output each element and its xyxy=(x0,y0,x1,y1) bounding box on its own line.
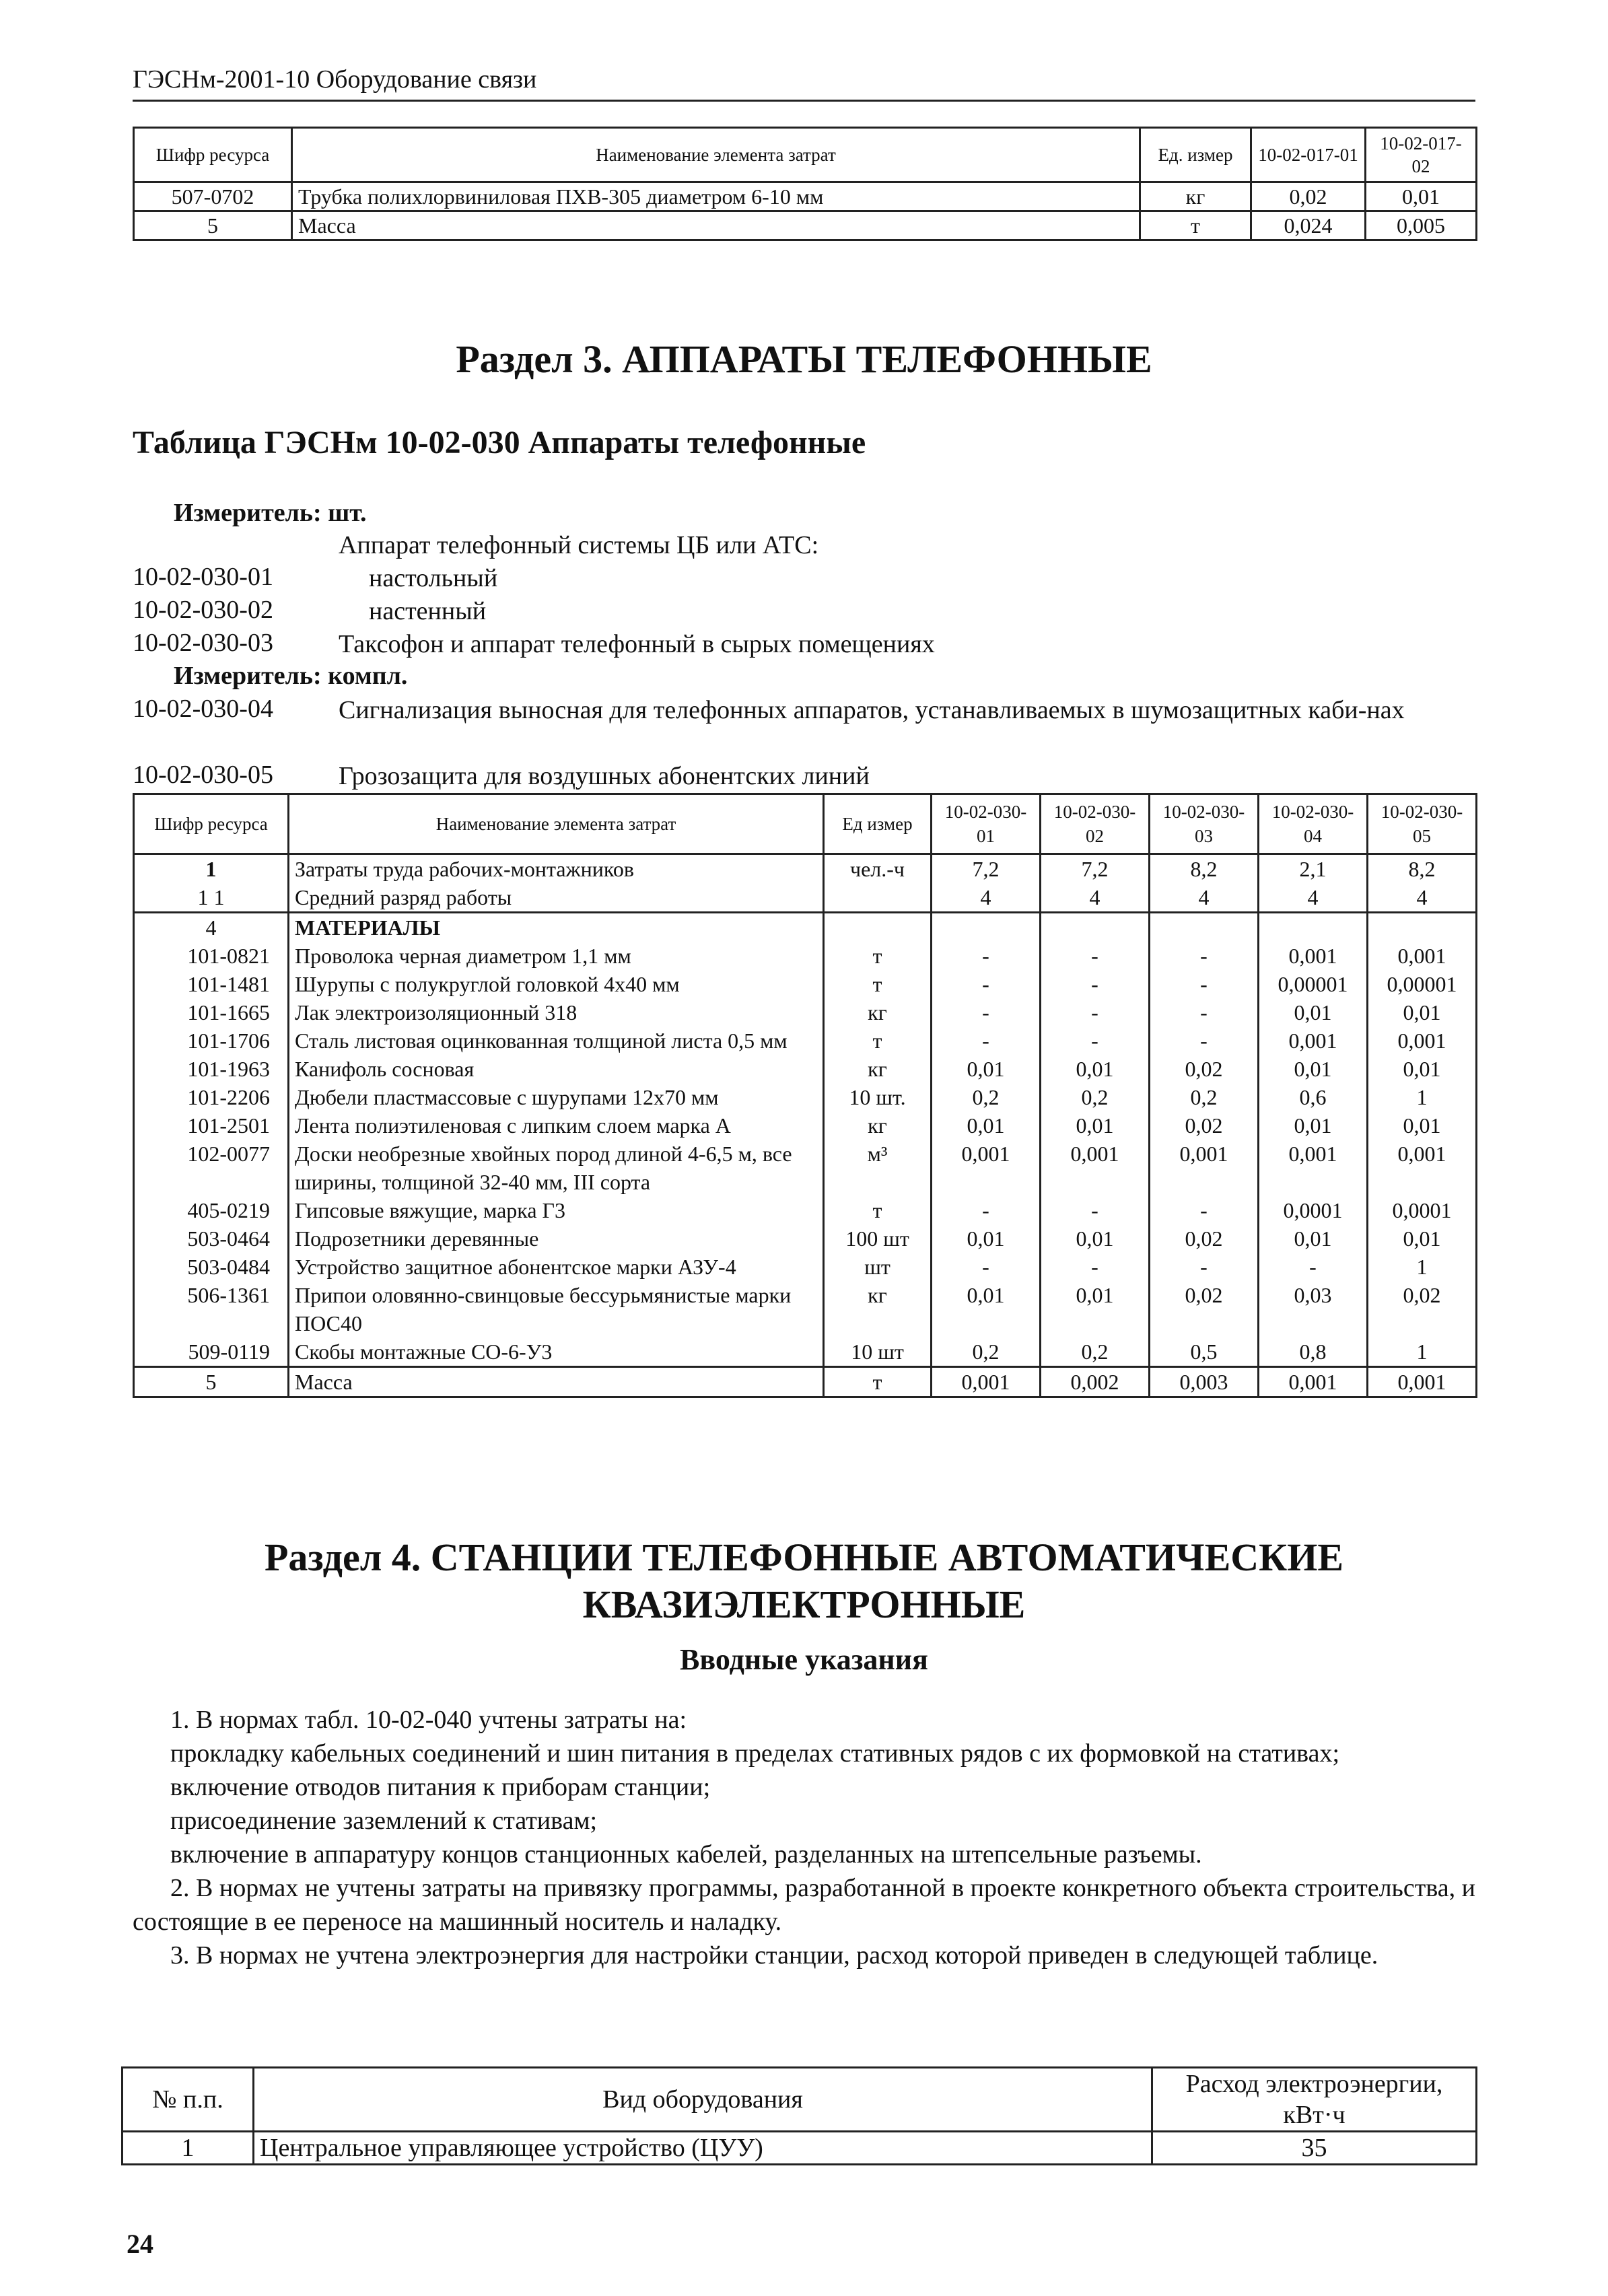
cell: Доски необрезные хвойных пород длиной 4-6,5 м, все ширины, толщиной 32-40 мм, III сорта xyxy=(289,1140,824,1196)
cell: 0,01 xyxy=(1368,1111,1477,1140)
page-number: 24 xyxy=(127,2229,153,2259)
cell: Центральное управляющее устройство (ЦУУ) xyxy=(254,2132,1152,2165)
cell: 0,01 xyxy=(932,1224,1041,1253)
item-code: 10-02-030-02 xyxy=(133,596,273,624)
table-row xyxy=(134,970,1477,998)
cell: 8,2 xyxy=(1368,854,1477,884)
cell: 1 xyxy=(123,2132,254,2165)
cell: 0,00001 xyxy=(1259,970,1368,998)
paragraph: 1. В нормах табл. 10-02-040 учтены затраты на: xyxy=(170,1706,687,1734)
cell: 0,02 xyxy=(1150,1111,1259,1140)
cell: - xyxy=(932,942,1041,970)
cell: - xyxy=(932,1196,1041,1224)
cell xyxy=(1368,913,1477,942)
item-text: Грозозащита для воздушных абонентских линий xyxy=(339,762,870,790)
cell: Подрозетники деревянные xyxy=(289,1224,824,1253)
cell: 0,8 xyxy=(1259,1337,1368,1367)
cell: 0,01 xyxy=(1366,182,1477,211)
header-cell: Шифр ресурса xyxy=(134,794,289,854)
cell: 503-0484 xyxy=(134,1253,289,1281)
header-cell: 10-02-030-02 xyxy=(1041,794,1150,854)
cell: 10 шт xyxy=(824,1337,932,1367)
table-row xyxy=(123,2132,1477,2165)
table-row xyxy=(134,1027,1477,1055)
cell: 0,2 xyxy=(1041,1337,1150,1367)
cell: 405-0219 xyxy=(134,1196,289,1224)
cell: Гипсовые вяжущие, марка Г3 xyxy=(289,1196,824,1224)
cell: - xyxy=(1150,1253,1259,1281)
cell: т xyxy=(824,970,932,998)
intro-text xyxy=(133,1703,1475,1972)
cell: 509-0119 xyxy=(134,1337,289,1367)
paragraph: присоединение заземлений к стативам; xyxy=(170,1807,598,1835)
table-row xyxy=(134,1111,1477,1140)
header-cell: Расход электроэнергии, кВт·ч xyxy=(1152,2068,1477,2132)
cell: 101-1706 xyxy=(134,1027,289,1055)
cell: 506-1361 xyxy=(134,1281,289,1337)
cell: Устройство защитное абонентское марки АЗУ-4 xyxy=(289,1253,824,1281)
cell: 0,02 xyxy=(1251,182,1366,211)
cell: 0,001 xyxy=(1259,942,1368,970)
cell: 100 шт xyxy=(824,1224,932,1253)
cell: 0,01 xyxy=(932,1111,1041,1140)
cell xyxy=(1150,913,1259,942)
group-caption: Аппарат телефонный системы ЦБ или АТС: xyxy=(339,531,819,559)
section3-table-title: Таблица ГЭСНм 10-02-030 Аппараты телефонные xyxy=(133,425,866,460)
item-text: Сигнализация выносная для телефонных аппаратов, устанавливаемых в шумозащитных каби-нах xyxy=(339,696,1405,724)
cell: 8,2 xyxy=(1150,854,1259,884)
cell: Лента полиэтиленовая с липким слоем марка А xyxy=(289,1111,824,1140)
table-row xyxy=(134,182,1477,211)
cell: т xyxy=(824,1367,932,1397)
energy-table xyxy=(121,2066,1477,2165)
cell: 0,01 xyxy=(1368,1224,1477,1253)
cell: 4 xyxy=(1259,883,1368,913)
header-cell: 10-02-030-01 xyxy=(932,794,1041,854)
cell: Сталь листовая оцинкованная толщиной листа 0,5 мм xyxy=(289,1027,824,1055)
running-header: ГЭСНм-2001-10 Оборудование связи xyxy=(133,65,537,94)
cell: - xyxy=(1041,942,1150,970)
table-row xyxy=(134,1140,1477,1196)
cell: 0,005 xyxy=(1366,211,1477,240)
cell: - xyxy=(1150,970,1259,998)
cell: Проволока черная диаметром 1,1 мм xyxy=(289,942,824,970)
cell: 101-1481 xyxy=(134,970,289,998)
header-cell: 10-02-030-04 xyxy=(1259,794,1368,854)
cell: Масса xyxy=(292,211,1140,240)
cell: 0,03 xyxy=(1259,1281,1368,1337)
cell: шт xyxy=(824,1253,932,1281)
cell: - xyxy=(932,1253,1041,1281)
cell: чел.-ч xyxy=(824,854,932,884)
resource-table xyxy=(133,793,1477,1398)
cell: т xyxy=(824,1196,932,1224)
item-text: настенный xyxy=(369,597,487,625)
cell: 4 xyxy=(1368,883,1477,913)
paragraph: 2. В нормах не учтены затраты на привязку программы, разработанной в проекте конкретного объекта строительства, и состоящие в ее переносе на машинный носитель и наладку. xyxy=(133,1874,1475,1936)
table-row xyxy=(134,1253,1477,1281)
cell: Средний разряд работы xyxy=(289,883,824,913)
table-row xyxy=(134,913,1477,942)
table-row xyxy=(134,998,1477,1027)
cell: 0,01 xyxy=(1041,1281,1150,1337)
cell: 503-0464 xyxy=(134,1224,289,1253)
cell: 5 xyxy=(134,1367,289,1397)
header-cell: Ед. измер xyxy=(1140,128,1251,182)
cell: 0,001 xyxy=(1368,1367,1477,1397)
cell: 0,0001 xyxy=(1368,1196,1477,1224)
cell: 0,6 xyxy=(1259,1083,1368,1111)
cell: 0,02 xyxy=(1368,1281,1477,1337)
cell: 0,01 xyxy=(1259,998,1368,1027)
cell: 0,001 xyxy=(1259,1367,1368,1397)
cell: Канифоль сосновая xyxy=(289,1055,824,1083)
cell: 1 1 xyxy=(134,883,289,913)
cell: Шурупы с полукруглой головкой 4х40 мм xyxy=(289,970,824,998)
cell: 5 xyxy=(134,211,292,240)
cell: 0,001 xyxy=(932,1367,1041,1397)
cell: 1 xyxy=(1368,1083,1477,1111)
cell: Трубка полихлорвиниловая ПХВ-305 диаметром 6-10 мм xyxy=(292,182,1140,211)
cell: 0,01 xyxy=(1259,1111,1368,1140)
section4-subtitle: Вводные указания xyxy=(680,1643,928,1676)
cell: - xyxy=(1150,942,1259,970)
cell: - xyxy=(1150,998,1259,1027)
cell: 101-1963 xyxy=(134,1055,289,1083)
cell: 0,001 xyxy=(1259,1140,1368,1196)
header-rule xyxy=(133,100,1475,102)
cell: кг xyxy=(1140,182,1251,211)
header-cell: Вид оборудования xyxy=(254,2068,1152,2132)
cell: МАТЕРИАЛЫ xyxy=(289,913,824,942)
cell: Скобы монтажные СО-6-У3 xyxy=(289,1337,824,1367)
cell: 0,00001 xyxy=(1368,970,1477,998)
cell: - xyxy=(1150,1196,1259,1224)
cell: - xyxy=(1150,1027,1259,1055)
header-cell: Наименование элемента затрат xyxy=(289,794,824,854)
section4-title-line2: КВАЗИЭЛЕКТРОННЫЕ xyxy=(582,1582,1026,1626)
cell: 0,5 xyxy=(1150,1337,1259,1367)
cell: 0,01 xyxy=(1259,1224,1368,1253)
header-cell: 10-02-030-03 xyxy=(1150,794,1259,854)
cell: - xyxy=(1041,1196,1150,1224)
cell: 4 xyxy=(134,913,289,942)
cell: 4 xyxy=(1041,883,1150,913)
cell: 10 шт. xyxy=(824,1083,932,1111)
cell: Лак электроизоляционный 318 xyxy=(289,998,824,1027)
cell: 0,001 xyxy=(932,1140,1041,1196)
table-row xyxy=(134,942,1477,970)
cell: Дюбели пластмассовые с шурупами 12х70 мм xyxy=(289,1083,824,1111)
cell: 35 xyxy=(1152,2132,1477,2165)
cell: 0,01 xyxy=(1368,998,1477,1027)
item-text: Таксофон и аппарат телефонный в сырых помещениях xyxy=(339,630,935,658)
cell: 101-2501 xyxy=(134,1111,289,1140)
cell: т xyxy=(1140,211,1251,240)
paragraph: включение отводов питания к приборам станции; xyxy=(170,1773,711,1801)
cell: т xyxy=(824,942,932,970)
cell: 4 xyxy=(932,883,1041,913)
cell: 0,02 xyxy=(1150,1281,1259,1337)
cell: 1 xyxy=(1368,1253,1477,1281)
cell: - xyxy=(1041,1253,1150,1281)
cell xyxy=(824,883,932,913)
cell: 0,001 xyxy=(1150,1140,1259,1196)
paragraph: 3. В нормах не учтена электроэнергия для настройки станции, расход которой приведен в следующей таблице. xyxy=(170,1941,1378,1970)
header-cell: 10-02-017-02 xyxy=(1366,128,1477,182)
cell: 0,001 xyxy=(1041,1140,1150,1196)
table-row xyxy=(134,1196,1477,1224)
cell: 0,01 xyxy=(1368,1055,1477,1083)
cell: Масса xyxy=(289,1367,824,1397)
item-text: настольный xyxy=(369,564,498,592)
cell: 0,02 xyxy=(1150,1055,1259,1083)
cell: 0,01 xyxy=(1041,1055,1150,1083)
cell: 0,01 xyxy=(1041,1111,1150,1140)
meter-label-1: Измеритель: шт. xyxy=(174,499,367,527)
top-resource-table xyxy=(133,127,1477,241)
table-row xyxy=(134,1337,1477,1367)
cell xyxy=(932,913,1041,942)
table-row xyxy=(134,854,1477,884)
cell: 0,2 xyxy=(1041,1083,1150,1111)
cell: 0,01 xyxy=(932,1055,1041,1083)
header-cell: Шифр ресурса xyxy=(134,128,292,182)
meter-label-2: Измеритель: компл. xyxy=(174,662,408,690)
cell: 507-0702 xyxy=(134,182,292,211)
item-code: 10-02-030-05 xyxy=(133,761,273,789)
table-row xyxy=(134,1281,1477,1337)
header-cell: № п.п. xyxy=(123,2068,254,2132)
cell: - xyxy=(932,1027,1041,1055)
cell: - xyxy=(1259,1253,1368,1281)
cell: 0,001 xyxy=(1368,1140,1477,1196)
cell: - xyxy=(1041,998,1150,1027)
cell: 101-0821 xyxy=(134,942,289,970)
cell: 0,003 xyxy=(1150,1367,1259,1397)
section3-title: Раздел 3. АППАРАТЫ ТЕЛЕФОННЫЕ xyxy=(456,337,1152,381)
paragraph: включение в аппаратуру концов станционных кабелей, разделанных на штепсельные разъемы. xyxy=(170,1840,1202,1869)
cell: 0,2 xyxy=(1150,1083,1259,1111)
cell xyxy=(1259,913,1368,942)
item-code: 10-02-030-01 xyxy=(133,563,273,591)
cell: 0,2 xyxy=(932,1337,1041,1367)
cell: Припои оловянно-свинцовые бессурьмянистые марки ПОС40 xyxy=(289,1281,824,1337)
cell xyxy=(1041,913,1150,942)
cell: 0,01 xyxy=(1259,1055,1368,1083)
cell: т xyxy=(824,1027,932,1055)
table-row xyxy=(134,1083,1477,1111)
item-code: 10-02-030-04 xyxy=(133,695,273,723)
cell: 7,2 xyxy=(1041,854,1150,884)
table-row xyxy=(134,883,1477,913)
cell: 0,001 xyxy=(1368,1027,1477,1055)
cell: 1 xyxy=(134,854,289,884)
cell: 0,02 xyxy=(1150,1224,1259,1253)
cell: 0,024 xyxy=(1251,211,1366,240)
header-cell: Ед измер xyxy=(824,794,932,854)
cell: кг xyxy=(824,1055,932,1083)
cell: 0,01 xyxy=(932,1281,1041,1337)
header-cell: Наименование элемента затрат xyxy=(292,128,1140,182)
cell: 101-2206 xyxy=(134,1083,289,1111)
table-row xyxy=(134,1055,1477,1083)
cell: 2,1 xyxy=(1259,854,1368,884)
table-row xyxy=(134,211,1477,240)
cell: 0,001 xyxy=(1368,942,1477,970)
cell: 101-1665 xyxy=(134,998,289,1027)
section4-title-line1: Раздел 4. СТАНЦИИ ТЕЛЕФОННЫЕ АВТОМАТИЧЕСКИЕ xyxy=(264,1535,1343,1579)
cell xyxy=(824,913,932,942)
cell: 0,002 xyxy=(1041,1367,1150,1397)
cell: - xyxy=(1041,1027,1150,1055)
cell: 4 xyxy=(1150,883,1259,913)
cell: 0,2 xyxy=(932,1083,1041,1111)
cell: 102-0077 xyxy=(134,1140,289,1196)
paragraph: прокладку кабельных соединений и шин питания в пределах стативных рядов с их формовкой на стативах; xyxy=(170,1739,1340,1768)
item-code: 10-02-030-03 xyxy=(133,629,273,657)
cell: кг xyxy=(824,1281,932,1337)
table-row xyxy=(134,1367,1477,1397)
cell: 0,01 xyxy=(1041,1224,1150,1253)
cell: - xyxy=(932,970,1041,998)
cell: 0,0001 xyxy=(1259,1196,1368,1224)
cell: - xyxy=(932,998,1041,1027)
cell: 1 xyxy=(1368,1337,1477,1367)
cell: 7,2 xyxy=(932,854,1041,884)
cell: Затраты труда рабочих-монтажников xyxy=(289,854,824,884)
cell: - xyxy=(1041,970,1150,998)
header-cell: 10-02-017-01 xyxy=(1251,128,1366,182)
cell: кг xyxy=(824,1111,932,1140)
header-cell: 10-02-030-05 xyxy=(1368,794,1477,854)
cell: 0,001 xyxy=(1259,1027,1368,1055)
table-row xyxy=(134,1224,1477,1253)
cell: кг xyxy=(824,998,932,1027)
cell: м³ xyxy=(824,1140,932,1196)
